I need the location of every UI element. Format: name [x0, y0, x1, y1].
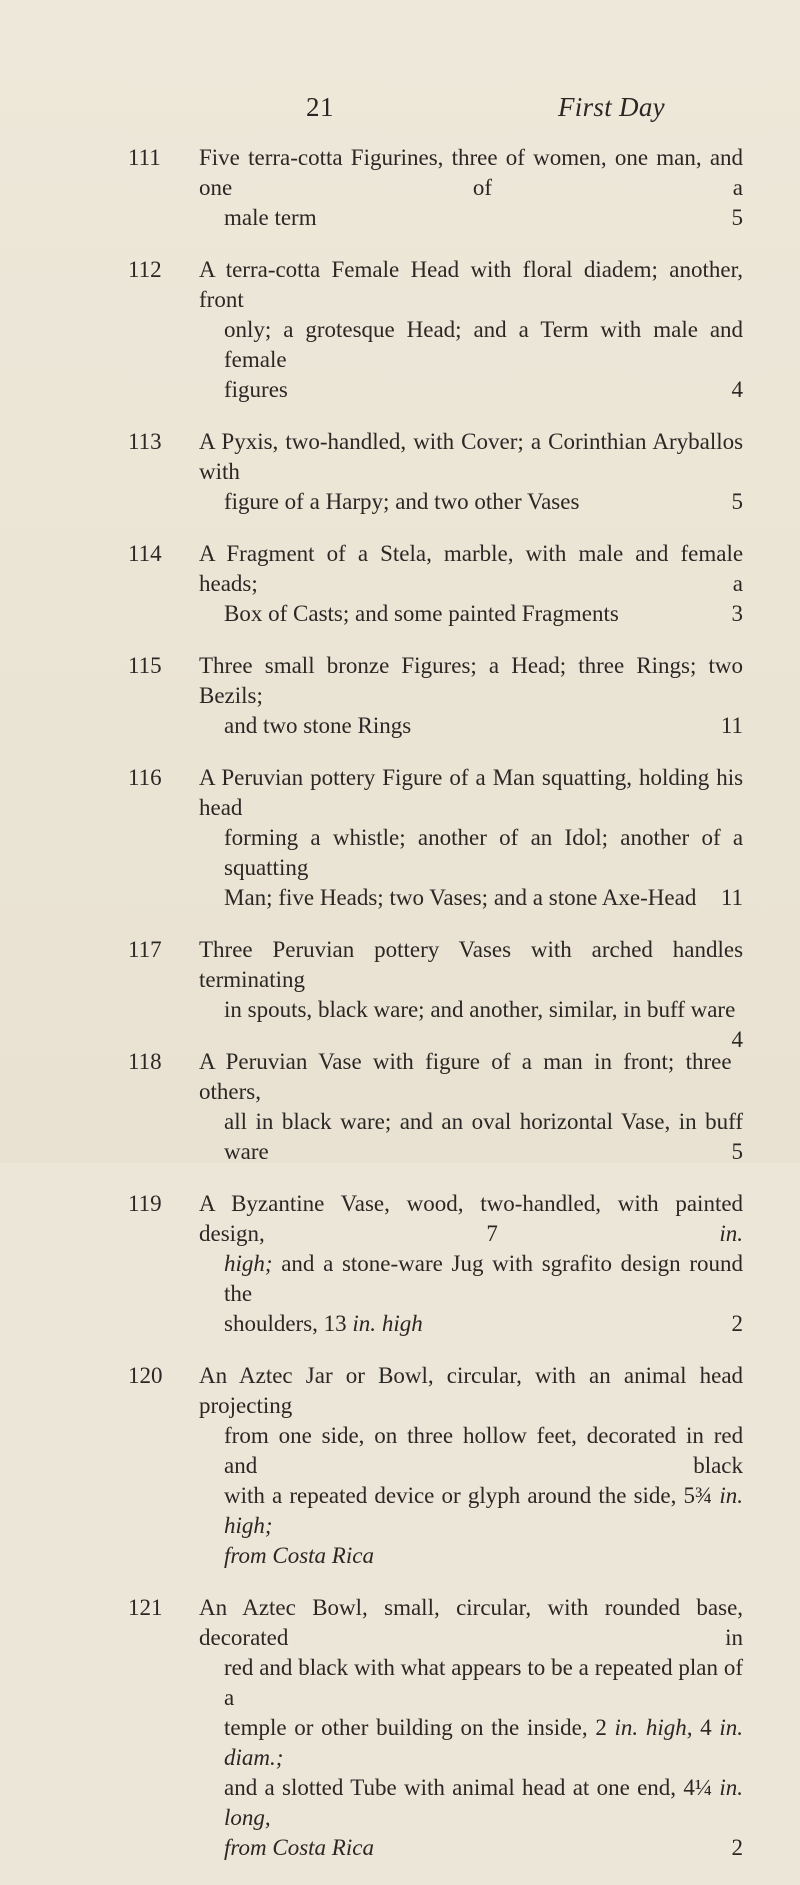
- lot-description-line: A Byzantine Vase, wood, two-handled, with painted design, 7 in.: [199, 1191, 744, 1246]
- lot-entry: [0, 255, 800, 405]
- lot-list: [0, 143, 800, 1885]
- lot-description-line: Five terra-cotta Figurines, three of women, one man, and one of a: [199, 145, 744, 200]
- lot-entry: [0, 1593, 800, 1863]
- lot-description-line: all in black ware; and an oval horizontal Vase, in buff ware 5: [199, 1107, 743, 1167]
- lot-quantity: 5: [731, 489, 743, 514]
- lot-description-line: only; a grotesque Head; and a Term with male and female: [224, 317, 744, 372]
- lot-number: 115: [128, 653, 162, 678]
- lot-description: [199, 763, 743, 913]
- lot-entry: [0, 651, 800, 741]
- lot-description-line: A Peruvian pottery Figure of a Man squatting, holding his head: [199, 765, 744, 820]
- lot-entry: [0, 763, 800, 913]
- page-header: [0, 92, 800, 132]
- lot-quantity: 3: [731, 601, 743, 626]
- lot-description-line: figure of a Harpy; and two other Vases 5: [199, 487, 743, 517]
- lot-number: 114: [128, 541, 162, 566]
- lot-entry: [0, 1189, 800, 1339]
- lot-description-line: with a repeated device or glyph around the side, 5¾ in. high;: [224, 1483, 744, 1538]
- lot-description-line: from Costa Rica 2: [199, 1833, 743, 1863]
- lot-description: [199, 1361, 743, 1571]
- lot-description-line: A Pyxis, two-handled, with Cover; a Corinthian Aryballos with: [199, 429, 744, 484]
- page-number: 21: [306, 92, 334, 122]
- lot-number: 113: [128, 429, 162, 454]
- lot-quantity: 4: [731, 377, 743, 402]
- lot-description-line: A Peruvian Vase with figure of a man in front; three others,: [199, 1049, 732, 1104]
- lot-description-line: temple or other building on the inside, 2 in. high, 4 in. diam.;: [224, 1715, 743, 1770]
- lot-description-line: A terra-cotta Female Head with floral diadem; another, front: [199, 257, 744, 312]
- lot-description-line: forming a whistle; another of an Idol; another of a squatting: [224, 825, 744, 880]
- lot-entry: [0, 427, 800, 517]
- lot-entry: [0, 1361, 800, 1571]
- lot-quantity: 11: [720, 713, 743, 738]
- lot-description-line: An Aztec Jar or Bowl, circular, with an animal head projecting: [199, 1363, 744, 1418]
- lot-number: 116: [128, 765, 162, 790]
- lot-description: [199, 1593, 743, 1863]
- lot-description-line: from one side, on three hollow feet, decorated in red and black: [224, 1423, 744, 1478]
- lot-description: [199, 427, 743, 517]
- lot-description-line: from Costa Rica: [224, 1543, 374, 1568]
- lot-quantity: 5: [731, 205, 743, 230]
- lot-description: [199, 935, 744, 1052]
- lot-description-line: red and black with what appears to be a repeated plan of a: [224, 1655, 744, 1710]
- running-title: First Day: [558, 92, 665, 122]
- lot-number: 119: [128, 1191, 162, 1216]
- lot-quantity: 5: [731, 1139, 743, 1164]
- lot-description: [199, 255, 743, 405]
- lot-description: [199, 1189, 743, 1339]
- lot-description-line: and a slotted Tube with animal head at one end, 4¼ in. long,: [224, 1775, 744, 1830]
- lot-quantity: 2: [731, 1311, 743, 1336]
- lot-number: 118: [128, 1049, 162, 1074]
- lot-number: 117: [128, 937, 162, 962]
- lot-entry: [0, 1047, 800, 1167]
- lot-description: [199, 539, 743, 629]
- lot-description-line: shoulders, 13 in. high 2: [199, 1309, 743, 1339]
- lot-description-line: and two stone Rings 11: [199, 711, 743, 741]
- lot-description-line: in spouts, black ware; and another, similar, in buff ware 4: [199, 995, 743, 1025]
- lot-description-line: figures 4: [199, 375, 743, 405]
- lot-description: [199, 1047, 743, 1167]
- lot-entry: [0, 143, 800, 233]
- lot-description-line: high; and a stone-ware Jug with sgrafito design round the: [224, 1251, 743, 1306]
- lot-description-line: Three Peruvian pottery Vases with arched handles terminating: [199, 937, 744, 992]
- lot-number: 112: [128, 257, 162, 282]
- lot-quantity: 11: [720, 885, 743, 910]
- lot-entry: [0, 935, 800, 1052]
- lot-description: [199, 651, 743, 741]
- lot-number: 121: [128, 1595, 163, 1620]
- lot-description-line: male term 5: [199, 203, 743, 233]
- lot-number: 111: [128, 145, 161, 170]
- lot-description-line: An Aztec Bowl, small, circular, with rounded base, decorated in: [199, 1595, 744, 1650]
- lot-description: [199, 143, 743, 233]
- lot-description-line: Box of Casts; and some painted Fragments 3: [199, 599, 743, 629]
- lot-quantity: 4: [731, 1027, 743, 1052]
- lot-description-line: Man; five Heads; two Vases; and a stone Axe-Head 11: [199, 883, 743, 913]
- lot-quantity: 2: [731, 1835, 743, 1860]
- lot-entry: [0, 539, 800, 629]
- lot-description-line: Three small bronze Figures; a Head; three Rings; two Bezils;: [199, 653, 744, 708]
- lot-number: 120: [128, 1363, 163, 1388]
- lot-description-line: A Fragment of a Stela, marble, with male and female heads; a: [199, 541, 744, 596]
